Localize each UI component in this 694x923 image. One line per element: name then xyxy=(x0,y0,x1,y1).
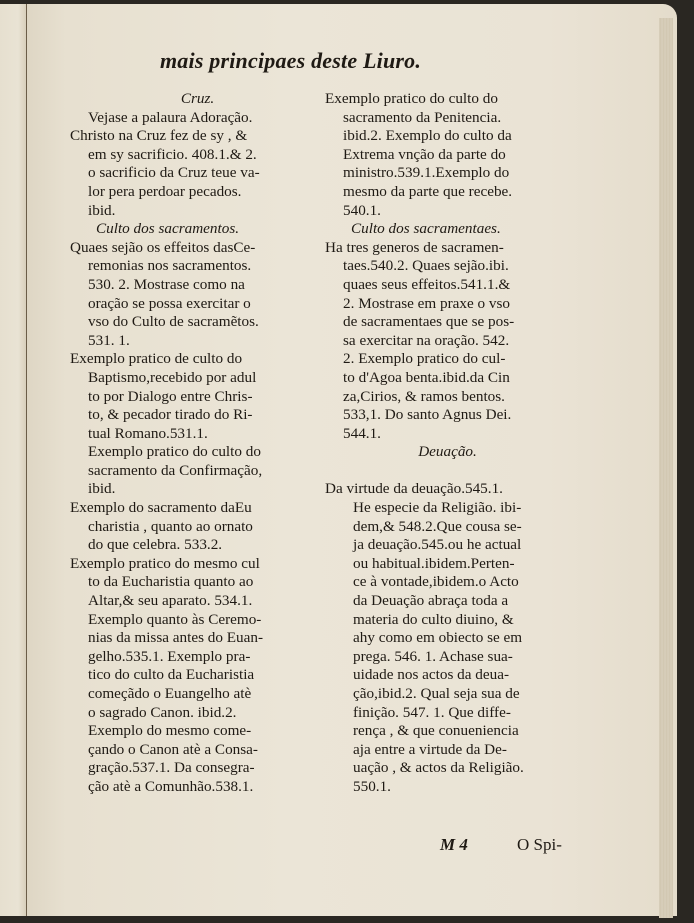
index-line: charistia , quanto ao ornato xyxy=(88,517,253,535)
index-line: 544.1. xyxy=(343,424,381,442)
index-line: to, & pecador tirado do Ri- xyxy=(88,406,253,424)
index-line: 2. Mostrase em praxe o vso xyxy=(343,294,511,312)
index-line: 530. 2. Mostrase como na xyxy=(88,275,245,293)
index-line: to d'Agoa benta.ibid.da Cin xyxy=(343,368,510,386)
index-line: quaes seus effeitos.541.1.& xyxy=(343,275,511,293)
index-line: Christo na Cruz fez de sy , & xyxy=(70,127,248,145)
index-line: rença , & que conueniencia xyxy=(353,722,519,740)
index-line: remonias nos sacramentos. xyxy=(88,257,252,275)
index-line: Exemplo pratico do mesmo cul xyxy=(70,554,260,572)
index-line: oração se possa exercitar o xyxy=(88,294,251,312)
index-line: ahy como em obiecto se em xyxy=(353,629,523,647)
index-line: Baptismo,recebido por adul xyxy=(88,368,257,386)
index-line: de sacramentaes que se pos- xyxy=(343,313,515,331)
index-line: Extrema vnção da parte do xyxy=(343,145,506,163)
catchword: O Spi- xyxy=(517,835,562,854)
index-line: 2. Exemplo pratico do cul- xyxy=(343,350,506,368)
index-line: sacramento da Penitencia. xyxy=(343,108,502,126)
index-line: 540.1. xyxy=(343,201,381,219)
index-line: tual Romano.531.1. xyxy=(88,424,208,442)
index-line: ja deuação.545.ou he actual xyxy=(353,536,522,554)
index-line: do que celebra. 533.2. xyxy=(88,536,223,554)
index-line: çando o Canon atè a Consa- xyxy=(88,740,258,758)
index-line: uidade nos actos da deua- xyxy=(353,666,510,684)
index-line: He especie da Religião. ibi- xyxy=(353,499,522,517)
index-heading: Deuação. xyxy=(418,443,477,461)
index-line: to por Dialogo entre Chris- xyxy=(88,387,253,405)
index-line: Da virtude da deuação.545.1. xyxy=(325,480,503,498)
index-line: da Deuação abraça toda a xyxy=(353,592,509,610)
index-line: Exemplo pratico de culto do xyxy=(70,350,243,368)
index-line: 550.1. xyxy=(353,777,391,795)
index-line: Exemplo pratico do culto do xyxy=(325,90,498,107)
index-line: materia do culto diuino, & xyxy=(353,610,514,628)
page-stack-edge xyxy=(659,18,673,918)
index-line: 533,1. Do santo Agnus Dei. xyxy=(343,406,512,424)
index-line: Exemplo do sacramento daEu xyxy=(70,499,252,517)
index-line: o sacrificio da Cruz teue va- xyxy=(88,164,260,182)
index-line: começãdo o Euangelho atè xyxy=(88,685,252,702)
left-column xyxy=(70,90,325,797)
index-line: Altar,& seu aparato. 534.1. xyxy=(88,592,253,610)
index-line: em sy sacrificio. 408.1.& 2. xyxy=(88,145,257,163)
index-heading: Cruz. xyxy=(180,90,215,107)
index-line: ção atè a Comunhão.538.1. xyxy=(88,777,254,795)
previous-page-edge xyxy=(0,4,28,916)
index-line: aja entre a virtude da De- xyxy=(353,740,507,758)
index-line: o sagrado Canon. ibid.2. xyxy=(88,703,237,721)
index-heading: Culto dos sacramentos. xyxy=(96,220,240,238)
index-line: finição. 547. 1. Que diffe- xyxy=(353,703,511,721)
index-line: gração.537.1. Da consegra- xyxy=(88,759,255,777)
index-line: ção,ibid.2. Qual seja sua de xyxy=(353,685,520,702)
index-line: Exemplo do mesmo come- xyxy=(88,722,252,740)
index-line: Ha tres generos de sacramen- xyxy=(325,238,504,256)
index-line: 531. 1. xyxy=(88,331,130,349)
index-line: za,Cirios, & ramos bentos. xyxy=(343,387,505,405)
index-line: ministro.539.1.Exemplo do xyxy=(343,164,510,182)
index-line: ce à vontade,ibidem.o Acto xyxy=(353,573,519,591)
signature-mark: M 4 xyxy=(440,835,468,854)
index-line: Quaes sejão os effeitos dasCe- xyxy=(70,238,256,256)
index-heading: Culto dos sacramentaes. xyxy=(351,220,501,238)
index-line: sa exercitar na oração. 542. xyxy=(343,331,510,349)
index-line: sacramento da Confirmação, xyxy=(88,461,263,479)
index-line: tico do culto da Eucharistia xyxy=(88,666,255,684)
index-line: ibid.2. Exemplo do culto da xyxy=(343,127,512,145)
index-line: taes.540.2. Quaes sejão.ibi. xyxy=(343,257,509,275)
right-column xyxy=(325,90,570,797)
index-line: ibid. xyxy=(88,201,116,219)
index-line xyxy=(325,462,570,481)
index-line: nias da missa antes do Euan- xyxy=(88,629,264,647)
index-line: prega. 546. 1. Achase sua- xyxy=(353,647,513,665)
index-line: vso do Culto de sacramẽtos. xyxy=(88,313,259,331)
running-head: mais principaes deste Liuro. xyxy=(160,48,422,73)
index-line: Exemplo pratico do culto do xyxy=(88,443,261,461)
index-line: gelho.535.1. Exemplo pra- xyxy=(88,647,251,665)
index-line: ibid. xyxy=(88,480,116,498)
index-line: ou habitual.ibidem.Perten- xyxy=(353,554,515,572)
index-line: dem,& 548.2.Que cousa se- xyxy=(353,517,522,535)
index-line: mesmo da parte que recebe. xyxy=(343,182,513,200)
index-line: uação , & actos da Religião. xyxy=(353,759,524,777)
index-line: Vejase a palaura Adoração. xyxy=(88,108,253,126)
index-line: lor pera perdoar pecados. xyxy=(88,182,242,200)
index-line: to da Eucharistia quanto ao xyxy=(88,573,254,591)
index-line: Exemplo quanto às Ceremo- xyxy=(88,610,262,628)
